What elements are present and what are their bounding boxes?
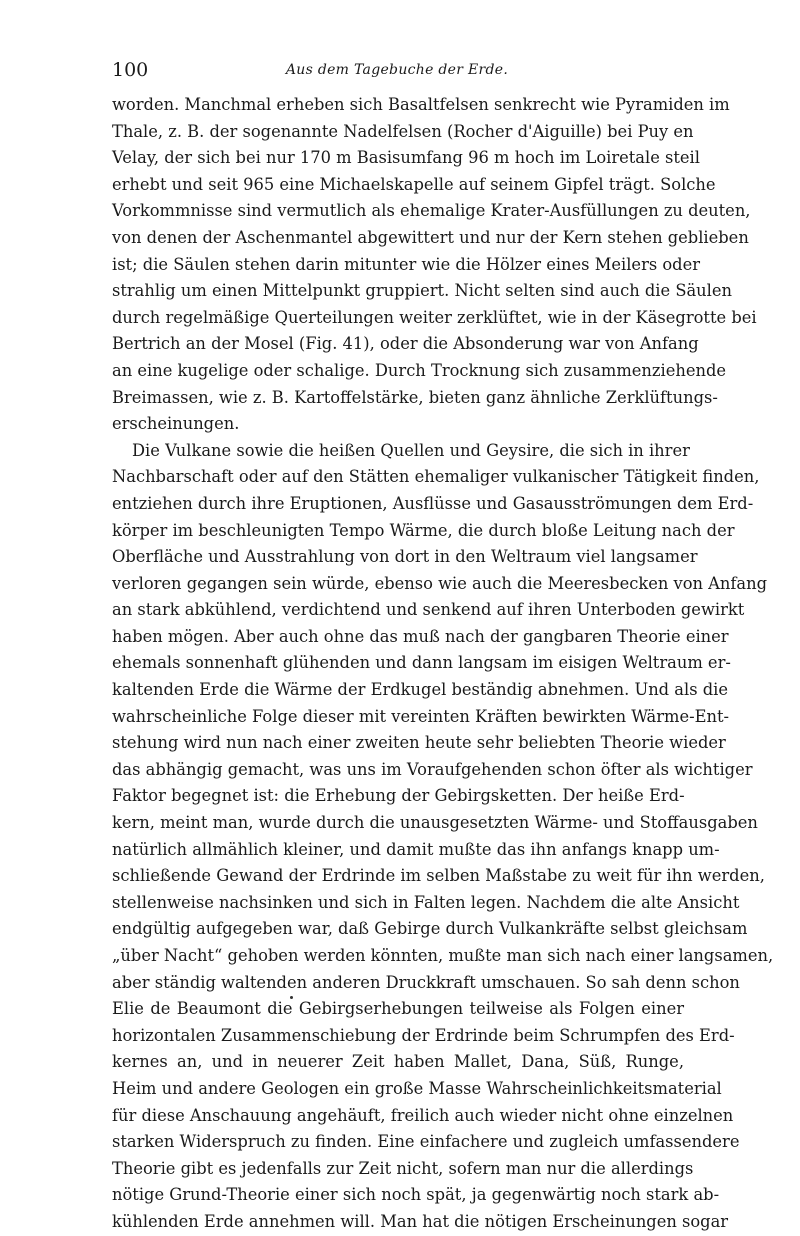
page-number: 100 [112, 59, 149, 81]
text-line: Faktor begegnet ist: die Erhebung der Gebirgsketten. Der heiße Erd- [112, 786, 685, 806]
text-line: für diese Anschauung angehäuft, freilich auch wieder nicht ohne einzelnen [112, 1105, 734, 1125]
text-line: schließende Gewand der Erdrinde im selben Maßstabe zu weit für ihn werden, [112, 866, 765, 886]
text-line: wahrscheinliche Folge dieser mit vereinten Kräften bewirkten Wärme-Ent- [112, 706, 730, 726]
text-line: Vorkommnisse sind vermutlich als ehemalige Krater-Ausfüllungen zu deuten, [112, 201, 751, 221]
text-line: Thale, z. B. der sogenannte Nadelfelsen (Rocher d'Aiguille) bei Puy en [112, 121, 694, 141]
text-line: ehemals sonnenhaft glühenden und dann langsam im eisigen Weltraum er- [112, 653, 731, 673]
text-line: Oberfläche und Ausstrahlung von dort in den Weltraum viel langsamer [112, 547, 698, 567]
text-line: durch regelmäßige Querteilungen weiter zerklüftet, wie in der Käsegrotte bei [112, 307, 757, 327]
text-line: Nachbarschaft oder auf den Stätten ehemaliger vulkanischer Tätigkeit finden, [112, 467, 760, 487]
text-line: strahlig um einen Mittelpunkt gruppiert. Nicht selten sind auch die Säulen [112, 281, 732, 301]
text-line: Breimassen, wie z. B. Kartoffelstärke, bieten ganz ähnliche Zerklüftungs- [112, 387, 718, 407]
text-line: Heim und andere Geologen ein große Masse Wahrscheinlichkeitsmaterial [112, 1078, 722, 1098]
text-line: körper im beschleunigten Tempo Wärme, die durch bloße Leitung nach der [112, 520, 735, 540]
text-line: das abhängig gemacht, was uns im Voraufgehenden schon öfter als wichtiger [112, 759, 753, 779]
text-line: kaltenden Erde die Wärme der Erdkugel beständig abnehmen. Und als die [112, 680, 728, 700]
text-line: „über Nacht“ gehoben werden könnten, mußte man sich nach einer langsamen, [112, 946, 774, 965]
text-line: Velay, der sich bei nur 170 m Basisumfang 96 m hoch im Loiretale steil [112, 148, 700, 168]
page-header [112, 58, 682, 82]
text-line: verloren gegangen sein würde, ebenso wie auch die Meeresbecken von Anfang [112, 573, 768, 593]
text-line: kühlenden Erde annehmen will. Man hat die nötigen Erscheinungen sogar [112, 1211, 729, 1231]
text-line: Bertrich an der Mosel (Fig. 41), oder die Absonderung war von Anfang [112, 334, 699, 354]
text-line: Die Vulkane sowie die heißen Quellen und Geysire, die sich in ihrer [132, 440, 690, 460]
text-line: kern, meint man, wurde durch die unausgesetzten Wärme- und Stoffausgaben [112, 813, 758, 833]
text-line: endgültig aufgegeben war, daß Gebirge durch Vulkankräfte selbst gleichsam [112, 919, 748, 939]
text-line: haben mögen. Aber auch ohne das muß nach der gangbaren Theorie einer [112, 626, 729, 646]
text-line: aber ständig waltenden anderen Druckkraft umschauen. So sah denn schon [112, 972, 740, 992]
text-line: an stark abkühlend, verdichtend und senkend auf ihren Unterboden gewirkt [112, 600, 745, 620]
text-line: natürlich allmählich kleiner, und damit mußte das ihn anfangs knapp um- [112, 839, 720, 859]
text-line: starken Widerspruch zu finden. Eine einfachere und zugleich umfassendere [112, 1132, 740, 1152]
text-line: Theorie gibt es jedenfalls zur Zeit nicht, sofern man nur die allerdings [112, 1158, 694, 1178]
text-line: horizontalen Zusammenschiebung der Erdrinde beim Schrumpfen des Erd- [112, 1025, 735, 1045]
text-line: von denen der Aschenmantel abgewittert und nur der Kern stehen geblieben [112, 227, 749, 247]
text-line: erscheinungen. [112, 414, 240, 434]
body-text [112, 92, 774, 1236]
text-line: an eine kugelige oder schalige. Durch Trocknung sich zusammenziehende [112, 360, 727, 380]
text-line: erhebt und seit 965 eine Michaelskapelle auf seinem Gipfel trägt. Solche [112, 174, 716, 194]
text-line: entziehen durch ihre Eruptionen, Ausflüsse und Gasausströmungen dem Erd- [112, 493, 754, 513]
text-line: stehung wird nun nach einer zweiten heute sehr beliebten Theorie wieder [112, 733, 726, 753]
text-line: nötige Grund-Theorie einer sich noch spät, ja gegenwärtig noch stark ab- [112, 1185, 720, 1205]
print-speck [290, 996, 293, 999]
text-line: ist; die Säulen stehen darin mitunter wie die Hölzer eines Meilers oder [112, 254, 701, 274]
text-line: stellenweise nachsinken und sich in Falten legen. Nachdem die alte Ansicht [112, 892, 740, 912]
text-line: kernes an, und in neuerer Zeit haben Mallet, Dana, Süß, Runge, [112, 1052, 684, 1072]
text-line: Elie de Beaumont die Gebirgserhebungen teilweise als Folgen einer [112, 999, 684, 1019]
text-line: worden. Manchmal erheben sich Basaltfelsen senkrecht wie Pyramiden im [112, 95, 730, 114]
running-head: Aus dem Tagebuche der Erde. [285, 62, 509, 78]
